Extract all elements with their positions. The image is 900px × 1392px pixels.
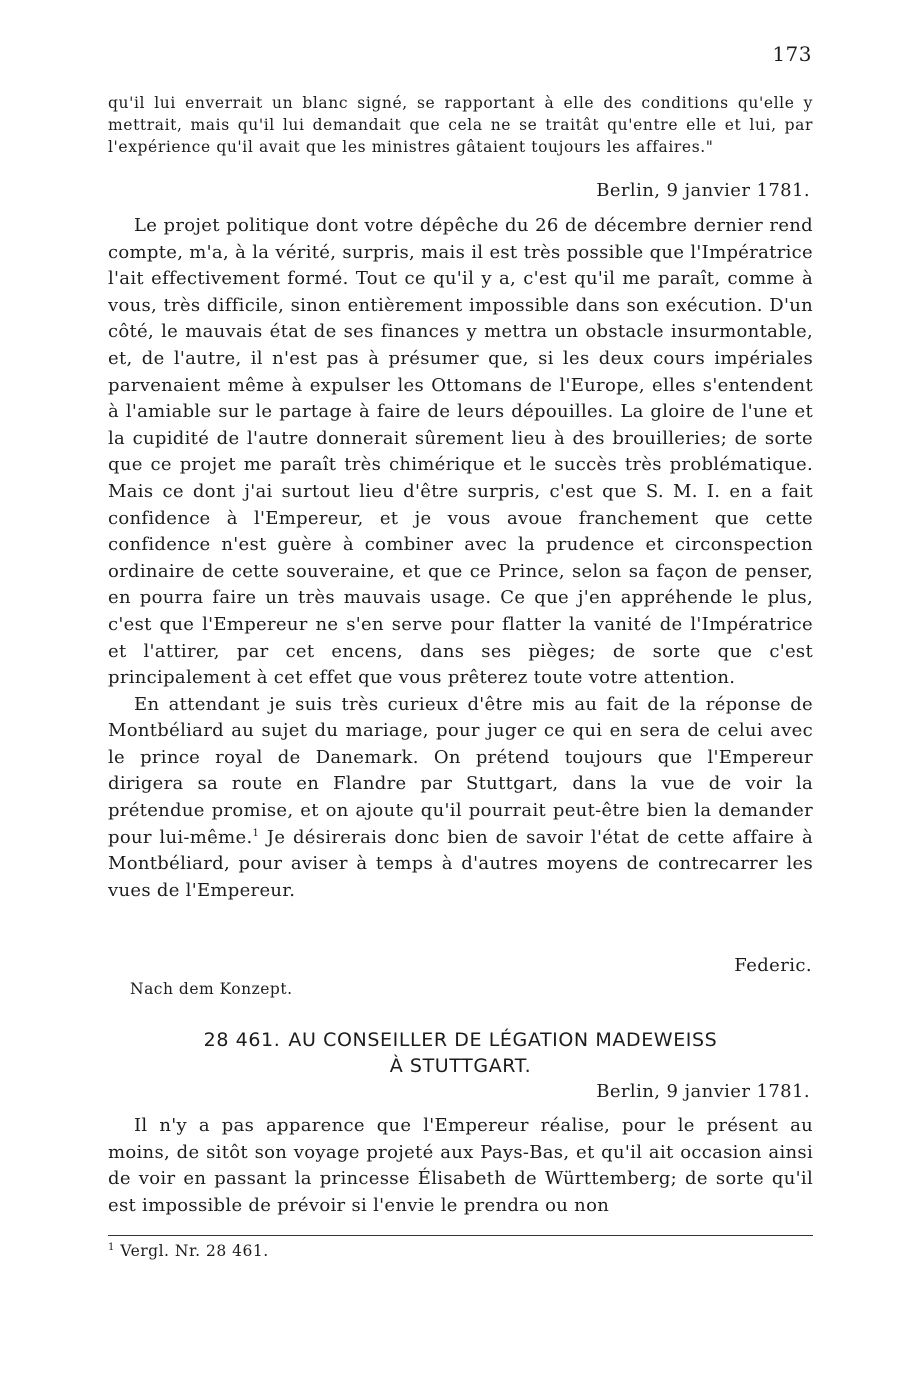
paragraph-2-text-a: En attendant je suis très curieux d'être mis au fait de la réponse de Montbéliard au sujet du mariage, pour juger ce qui en sera de celui avec le prince royal de Danemark. On prétend toujours que l'Empereur dirigera sa route en Flandre par Stuttgart, dans la vue de voir la prétendue promise, et on ajoute qu'il pourrait peut-être bien la demander pour lui-même. <box>108 693 813 848</box>
letter-2-body <box>108 1113 813 1219</box>
page-number: 173 <box>772 42 812 66</box>
paragraph-2-text-b: Je désirerais donc bien de savoir l'état de cette affaire à Montbéliard, pour aviser à temps à d'autres moyens de contrecarrer les vues de l'Empereur. <box>108 826 813 901</box>
letter-1-paragraph-1: Le projet politique dont votre dépêche du 26 de décembre dernier rend compte, m'a, à la vérité, surpris, mais il est très possible que l'Impératrice l'ait effectivement formé. Tout ce qu'il y a, c'est qu'il me paraît, comme à vous, très difficile, sinon entièrement impossible dans son exécution. D'un côté, le mauvais état de ses finances y mettra un obstacle insurmontable, et, de l'autre, il n'est pas à présumer que, si les deux cours impériales parvenaient même à expulser les Ottomans de l'Europe, elles s'entendent à l'amiable sur le partage à faire de leurs dépouilles. La gloire de l'une et la cupidité de l'autre donnerait sûrement lieu à des brouilleries; de sorte que ce projet me paraît très chimérique et le succès très problématique. Mais ce dont j'ai surtout lieu d'être surpris, c'est que S. M. I. en a fait confidence à l'Empereur, et je vous avoue franchement que cette confidence n'est guère à combiner avec la prudence et circonspection ordinaire de cette souveraine, et que ce Prince, selon sa façon de penser, en pourra faire un très mauvais usage. Ce que j'en appréhende le plus, c'est que l'Empereur ne s'en serve pour flatter la vanité de l'Impératrice et l'attirer, par cet encens, dans ses pièges; de sorte que c'est principalement à cet effet que vous prêterez toute votre attention. <box>108 215 813 689</box>
quoted-passage: qu'il lui enverrait un blanc signé, se rapportant à elle des conditions qu'elle y mettrait, mais qu'il lui demandait que cela ne se traitât qu'entre elle et lui, par l'expérience qu'il avait que les ministres gâtaient toujours les affaires." <box>108 94 813 156</box>
dateline-letter-1: Berlin, 9 janvier 1781. <box>596 180 810 201</box>
signature: Federic. <box>734 955 812 976</box>
dateline-letter-2: Berlin, 9 janvier 1781. <box>596 1081 810 1102</box>
letter-2-heading <box>108 1027 813 1079</box>
footnote-divider <box>108 1235 813 1236</box>
source-note: Nach dem Konzept. <box>130 980 293 998</box>
footnote <box>108 1242 269 1260</box>
heading-line-2: À STUTTGART. <box>389 1055 532 1077</box>
footnote-text: Vergl. Nr. 28 461. <box>120 1242 269 1260</box>
footnote-marker: 1 <box>108 1241 115 1253</box>
letter-2-paragraph-1: Il n'y a pas apparence que l'Empereur réalise, pour le présent au moins, de sitôt son voyage projeté aux Pays-Bas, et qu'il ait occasion ainsi de voir en passant la princesse Élisabeth de Württemberg; de sorte qu'il est impossible de prévoir si l'envie le prendra ou non <box>108 1115 813 1216</box>
letter-1-paragraph-2 <box>108 692 813 905</box>
document-number: 28 461. <box>203 1029 281 1051</box>
footnote-reference: 1 <box>252 827 260 839</box>
heading-title: AU CONSEILLER DE LÉGATION MADEWEISS <box>288 1029 718 1051</box>
heading-line-1 <box>108 1027 813 1053</box>
letter-1-body <box>108 213 813 904</box>
